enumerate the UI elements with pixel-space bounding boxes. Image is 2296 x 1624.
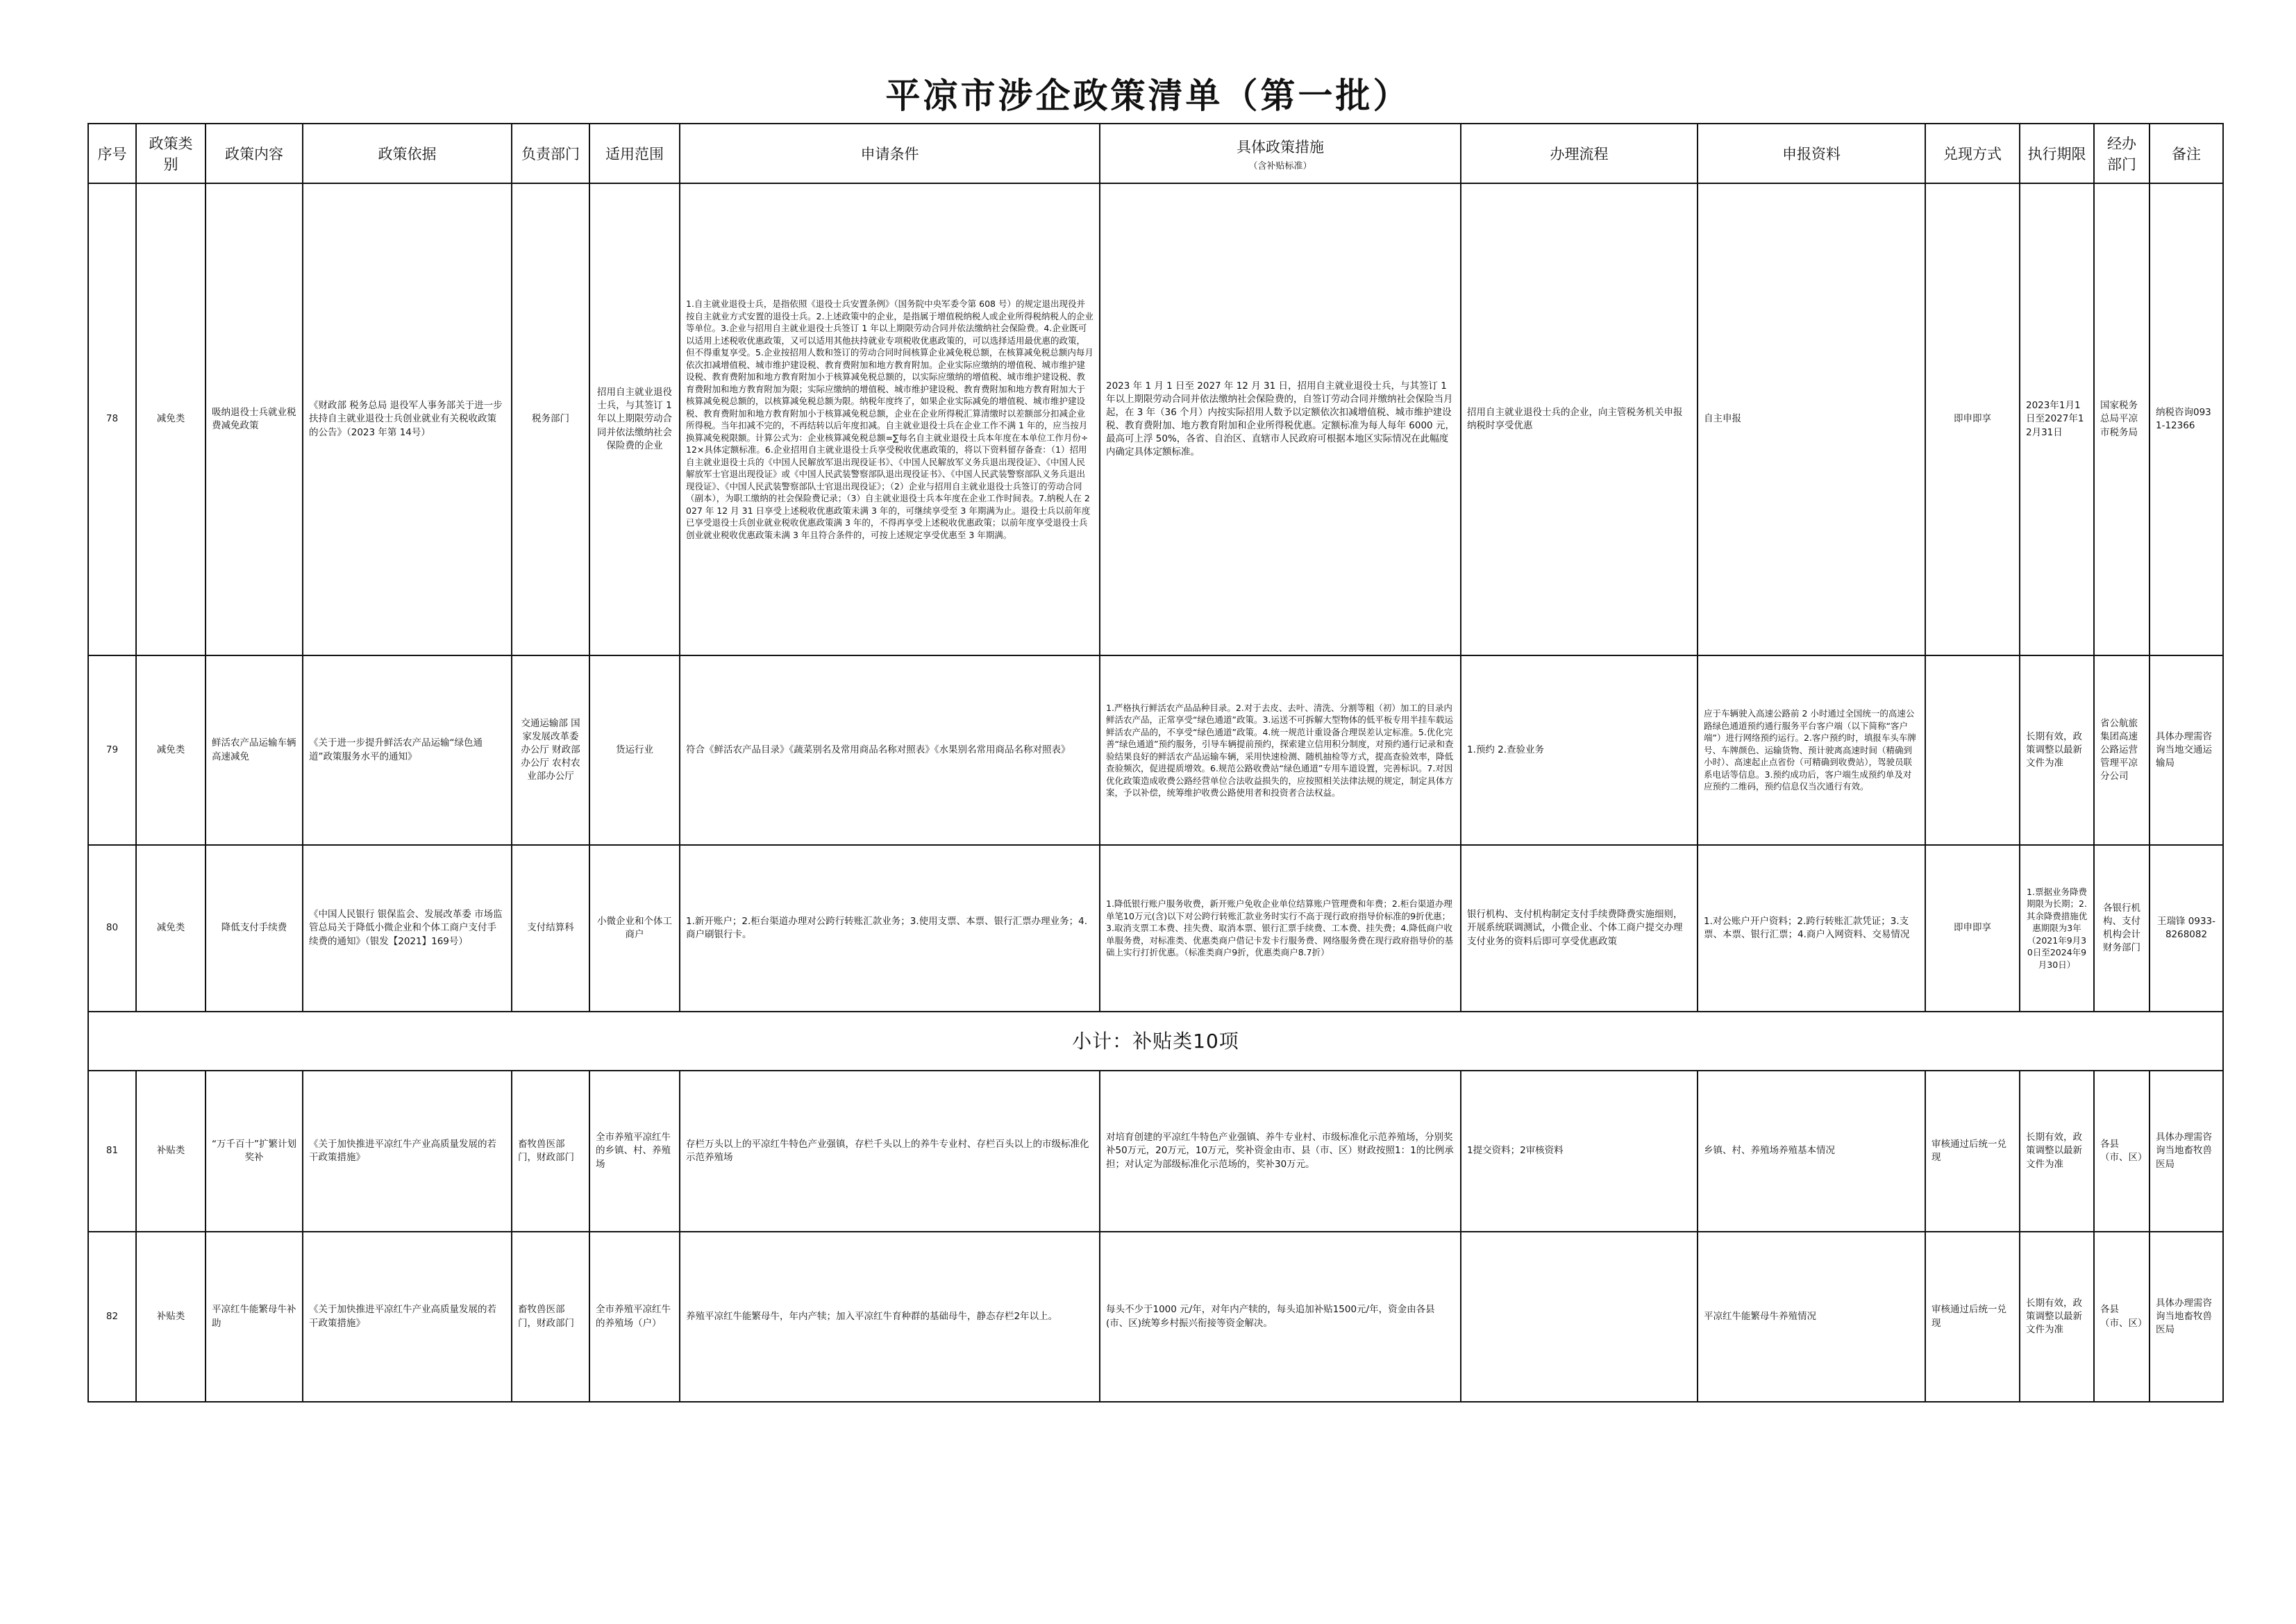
cell-materials: 乡镇、村、养殖场养殖基本情况 — [1698, 1071, 1925, 1232]
cell-content: 降低支付手续费 — [206, 845, 303, 1012]
cell-basis: 《财政部 税务总局 退役军人事务部关于进一步扶持自主就业退役士兵创业就业有关税收政策的公告》（2023 年第 14号） — [303, 183, 512, 655]
cell-conditions: 存栏万头以上的平凉红牛特色产业强镇，存栏千头以上的养牛专业村、存栏百头以上的市级标准化示范养殖场 — [680, 1071, 1100, 1232]
cell-conditions: 1.自主就业退役士兵，是指依照《退役士兵安置条例》（国务院中央军委令第 608 号）的规定退出现役并按自主就业方式安置的退役士兵。2.上述政策中的企业，是指属于增值税纳税人或企业所得税纳税人的企业等单位。3.企业与招用自主就业退役士兵签订 1 年以上期限劳动合同并依法缴纳社会保险费。4.企业既可以适用上述税收优惠政策，又可以适用其他扶持就业专项税收优惠政策的，可以选择适用最优惠的政策，但不得重复享受。5.企业按招用人数和签订的劳动合同时间核算企业减免税总额，在核算减免税总额内每月依次扣减增值税、城市维护建设税、教育费附加和地方教育附加。企业实际应缴纳的增值税、城市维护建设税、教育费附加和地方教育附加小于核算减免税总额的，以实际应缴纳的增值税、城市维护建设税、教育费附加和地方教育附加为限；实际应缴纳的增值税、城市维护建设税、教育费附加和地方教育附加大于核算减免税总额的，以核算减免税总额为限。纳税年度终了，如果企业实际减免的增值税、城市维护建设税、教育费附加和地方教育附加小于核算减免税总额，企业在企业所得税汇算清缴时以差额部分扣减企业所得税。当年扣减不完的，不再结转以后年度扣减。自主就业退役士兵在企业工作不满 1 年的，应当按月换算减免税限额。计算公式为：企业核算减免税总额=∑每名自主就业退役士兵本年度在本单位工作月份÷12×具体定额标准。6.企业招用自主就业退役士兵享受税收优惠政策的，将以下资料留存备查：（1）招用自主就业退役士兵的《中国人民解放军退出现役证书》、《中国人民解放军义务兵退出现役证》、《中国人民解放军士官退出现役证》或《中国人民武装警察部队退出现役证书》、《中国人民武装警察部队义务兵退出现役证》、《中国人民武装警察部队士官退出现役证》；（2）企业与招用自主就业退役士兵签订的劳动合同（副本），为职工缴纳的社会保险费记录；（3）自主就业退役士兵本年度在企业工作时间表。7.纳税人在 2027 年 12 月 31 日享受上述税收优惠政策未满 3 年的，可继续享受至 3 年期满为止。退役士兵以前年度已享受退役士兵创业就业税收优惠政策满 3 年的，不得再享受上述税收优惠政策；以前年度享受退役士兵创业就业税收优惠政策未满 3 年且符合条件的，可按上述规定享受优惠至 3 年期满。 — [680, 183, 1100, 655]
header-materials: 申报资料 — [1698, 124, 1925, 183]
cell-process: 1.预约 2.查验业务 — [1461, 655, 1698, 845]
cell-no: 79 — [88, 655, 136, 845]
cell-handler: 各银行机构、支付机构会计财务部门 — [2094, 845, 2150, 1012]
cell-process: 银行机构、支付机构制定支付手续费降费实施细则，开展系统联调测试，小微企业、个体工商户提交办理支付业务的资料后即可享受优惠政策 — [1461, 845, 1698, 1012]
cell-method: 审核通过后统一兑现 — [1925, 1071, 2020, 1232]
cell-basis: 《关于进一步提升鲜活农产品运输“绿色通道”政策服务水平的通知》 — [303, 655, 512, 845]
cell-method: 即申即享 — [1925, 183, 2020, 655]
table-row — [88, 845, 2223, 1012]
cell-materials: 平凉红牛能繁母牛养殖情况 — [1698, 1232, 1925, 1402]
cell-scope: 招用自主就业退役士兵，与其签订 1 年以上期限劳动合同并依法缴纳社会保险费的企业 — [589, 183, 680, 655]
cell-conditions: 1.新开账户；2.柜台渠道办理对公跨行转账汇款业务；3.使用支票、本票、银行汇票办理业务；4.商户刷银行卡。 — [680, 845, 1100, 1012]
header-category: 政策类别 — [136, 124, 206, 183]
table-header-row — [88, 124, 2223, 183]
header-scope: 适用范围 — [589, 124, 680, 183]
cell-content: “万千百十”扩繁计划奖补 — [206, 1071, 303, 1232]
header-measures-sub: （含补贴标准） — [1248, 160, 1312, 171]
cell-no: 81 — [88, 1071, 136, 1232]
cell-basis: 《关于加快推进平凉红牛产业高质量发展的若干政策措施》 — [303, 1232, 512, 1402]
cell-handler: 各县（市、区） — [2094, 1071, 2150, 1232]
cell-category: 减免类 — [136, 655, 206, 845]
cell-measures: 每头不少于1000 元/年，对年内产犊的，每头追加补贴1500元/年，资金由各县(市、区)统筹乡村振兴衔接等资金解决。 — [1100, 1232, 1461, 1402]
header-no: 序号 — [88, 124, 136, 183]
cell-method: 即申即享 — [1925, 845, 2020, 1012]
cell-category: 补贴类 — [136, 1232, 206, 1402]
cell-period: 长期有效，政策调整以最新文件为准 — [2020, 655, 2094, 845]
header-remark: 备注 — [2150, 124, 2223, 183]
cell-scope: 小微企业和个体工商户 — [589, 845, 680, 1012]
cell-conditions: 符合《鲜活农产品目录》《蔬菜别名及常用商品名称对照表》《水果别名常用商品名称对照表》 — [680, 655, 1100, 845]
header-basis: 政策依据 — [303, 124, 512, 183]
cell-content: 吸纳退役士兵就业税费减免政策 — [206, 183, 303, 655]
cell-remark: 具体办理需咨询当地畜牧兽医局 — [2150, 1232, 2223, 1402]
cell-period: 长期有效，政策调整以最新文件为准 — [2020, 1232, 2094, 1402]
cell-content: 鲜活农产品运输车辆高速减免 — [206, 655, 303, 845]
cell-content: 平凉红牛能繁母牛补助 — [206, 1232, 303, 1402]
cell-no: 80 — [88, 845, 136, 1012]
cell-measures: 2023 年 1 月 1 日至 2027 年 12 月 31 日，招用自主就业退役士兵，与其签订 1 年以上期限劳动合同并依法缴纳社会保险费的，自签订劳动合同并缴纳社会保险当月起，在 3 年（36 个月）内按实际招用人数予以定额依次扣减增值税、城市维护建设税、教育费附加、地方教育附加和企业所得税优惠。定额标准为每人每年 6000 元，最高可上浮 50%，各省、自治区、直辖市人民政府可根据本地区实际情况在此幅度内确定具体定额标准。 — [1100, 183, 1461, 655]
cell-method: 审核通过后统一兑现 — [1925, 1232, 2020, 1402]
cell-materials: 应于车辆驶入高速公路前 2 小时通过全国统一的高速公路绿色通道预约通行服务平台客户端（以下简称“客户端”）进行网络预约运行。2.客户预约时，填报车头车牌号、车牌颜色、运输货物、预计驶离高速时间（精确到小时）、高速起止点省份（可精确到收费站），驾驶员联系电话等信息。3.预约成功后，客户端生成预约单及对应预约二维码，预约信息仅当次通行有效。 — [1698, 655, 1925, 845]
cell-category: 补贴类 — [136, 1071, 206, 1232]
cell-category: 减免类 — [136, 183, 206, 655]
cell-dept: 交通运输部 国家发展改革委办公厅 财政部办公厅 农村农业部办公厅 — [512, 655, 589, 845]
cell-dept: 支付结算科 — [512, 845, 589, 1012]
cell-no: 82 — [88, 1232, 136, 1402]
cell-handler: 省公航旅集团高速公路运营管理平凉分公司 — [2094, 655, 2150, 845]
cell-measures: 1.降低银行账户服务收费，新开账户免收企业单位结算账户管理费和年费；2.柜台渠道办理单笔10万元(含)以下对公跨行转账汇款业务时实行不高于现行政府指导价标准的9折优惠；3.取消支票工本费、挂失费、取消本票、银行汇票手续费、工本费、挂失费；4.降低商户收单服务费，对标准类、优惠类商户借记卡发卡行服务费、网络服务费在现行政府指导价的基础上实行打折优惠。（标准类商户9折，优惠类商户8.7折） — [1100, 845, 1461, 1012]
header-handler: 经办部门 — [2094, 124, 2150, 183]
header-content: 政策内容 — [206, 124, 303, 183]
cell-remark: 具体办理需咨询当地交通运输局 — [2150, 655, 2223, 845]
cell-basis: 《关于加快推进平凉红牛产业高质量发展的若干政策措施》 — [303, 1071, 512, 1232]
table-row — [88, 1232, 2223, 1402]
cell-scope: 货运行业 — [589, 655, 680, 845]
cell-remark: 纳税咨询0931-12366 — [2150, 183, 2223, 655]
cell-period: 长期有效，政策调整以最新文件为准 — [2020, 1071, 2094, 1232]
table-row — [88, 655, 2223, 845]
table-row — [88, 183, 2223, 655]
header-dept: 负责部门 — [512, 124, 589, 183]
header-process: 办理流程 — [1461, 124, 1698, 183]
cell-remark: 王瑞锋 0933-8268082 — [2150, 845, 2223, 1012]
header-method: 兑现方式 — [1925, 124, 2020, 183]
cell-scope: 全市养殖平凉红牛的养殖场（户） — [589, 1232, 680, 1402]
cell-dept: 畜牧兽医部门，财政部门 — [512, 1071, 589, 1232]
cell-basis: 《中国人民银行 银保监会、发展改革委 市场监管总局关于降低小微企业和个体工商户支付手续费的通知》（银发【2021】169号） — [303, 845, 512, 1012]
cell-conditions: 养殖平凉红牛能繁母牛，年内产犊；加入平凉红牛育种群的基础母牛，静态存栏2年以上。 — [680, 1232, 1100, 1402]
cell-handler: 国家税务总局平凉市税务局 — [2094, 183, 2150, 655]
table-row — [88, 1071, 2223, 1232]
cell-handler: 各县（市、区） — [2094, 1232, 2150, 1402]
cell-measures: 对培育创建的平凉红牛特色产业强镇、养牛专业村、市级标准化示范养殖场，分别奖补50万元，20万元，10万元，奖补资金由市、县（市、区）财政按照1：1的比例承担；对认定为部级标准化示范场的，奖补30万元。 — [1100, 1071, 1461, 1232]
header-period: 执行期限 — [2020, 124, 2094, 183]
cell-materials: 1.对公账户开户资料；2.跨行转账汇款凭证；3.支票、本票、银行汇票；4.商户入网资料、交易情况 — [1698, 845, 1925, 1012]
cell-materials: 自主申报 — [1698, 183, 1925, 655]
cell-category: 减免类 — [136, 845, 206, 1012]
subtotal-row — [88, 1012, 2223, 1071]
subtotal-label: 小计：补贴类10项 — [88, 1012, 2223, 1071]
header-measures — [1100, 124, 1461, 183]
cell-measures: 1.严格执行鲜活农产品品种目录。2.对于去皮、去叶、清洗、分割等粗（初）加工的目录内鲜活农产品，正常享受“绿色通道”政策。3.运送不可拆解大型物体的低平板专用半挂车载运鲜活农产品的，不享受“绿色通道”政策。4.统一规范计重设备合理误差认定标准。5.优化完善“绿色通道”预约服务，引导车辆提前预约，探索建立信用积分制度，对预约通行记录和查验结果良好的鲜活农产品运输车辆，采用快速检测、随机抽检等方式，提高查验效率，降低查验频次，促进提质增效。6.规范公路收费站“绿色通道”专用车道设置，完善标识。7.对因优化政策造成收费公路经营单位合法收益损失的，应按照相关法律法规的规定，制定具体方案，予以补偿，统筹维护收费公路使用者和投资者合法权益。 — [1100, 655, 1461, 845]
header-measures-label: 具体政策措施 — [1237, 138, 1324, 156]
cell-period: 2023年1月1日至2027年12月31日 — [2020, 183, 2094, 655]
cell-process: 1提交资料；2审核资料 — [1461, 1071, 1698, 1232]
cell-dept: 畜牧兽医部门，财政部门 — [512, 1232, 589, 1402]
cell-process: 招用自主就业退役士兵的企业，向主管税务机关申报纳税时享受优惠 — [1461, 183, 1698, 655]
header-conditions: 申请条件 — [680, 124, 1100, 183]
policy-table — [87, 123, 2224, 1403]
cell-scope: 全市养殖平凉红牛的乡镇、村、养殖场 — [589, 1071, 680, 1232]
cell-no: 78 — [88, 183, 136, 655]
page-title: 平凉市涉企政策清单（第一批） — [885, 75, 1411, 116]
cell-period: 1.票据业务降费期限为长期；2.其余降费措施优惠期限为3年（2021年9月30日至2024年9月30日） — [2020, 845, 2094, 1012]
cell-dept: 税务部门 — [512, 183, 589, 655]
cell-remark: 具体办理需咨询当地畜牧兽医局 — [2150, 1071, 2223, 1232]
cell-method — [1925, 655, 2020, 845]
cell-process — [1461, 1232, 1698, 1402]
